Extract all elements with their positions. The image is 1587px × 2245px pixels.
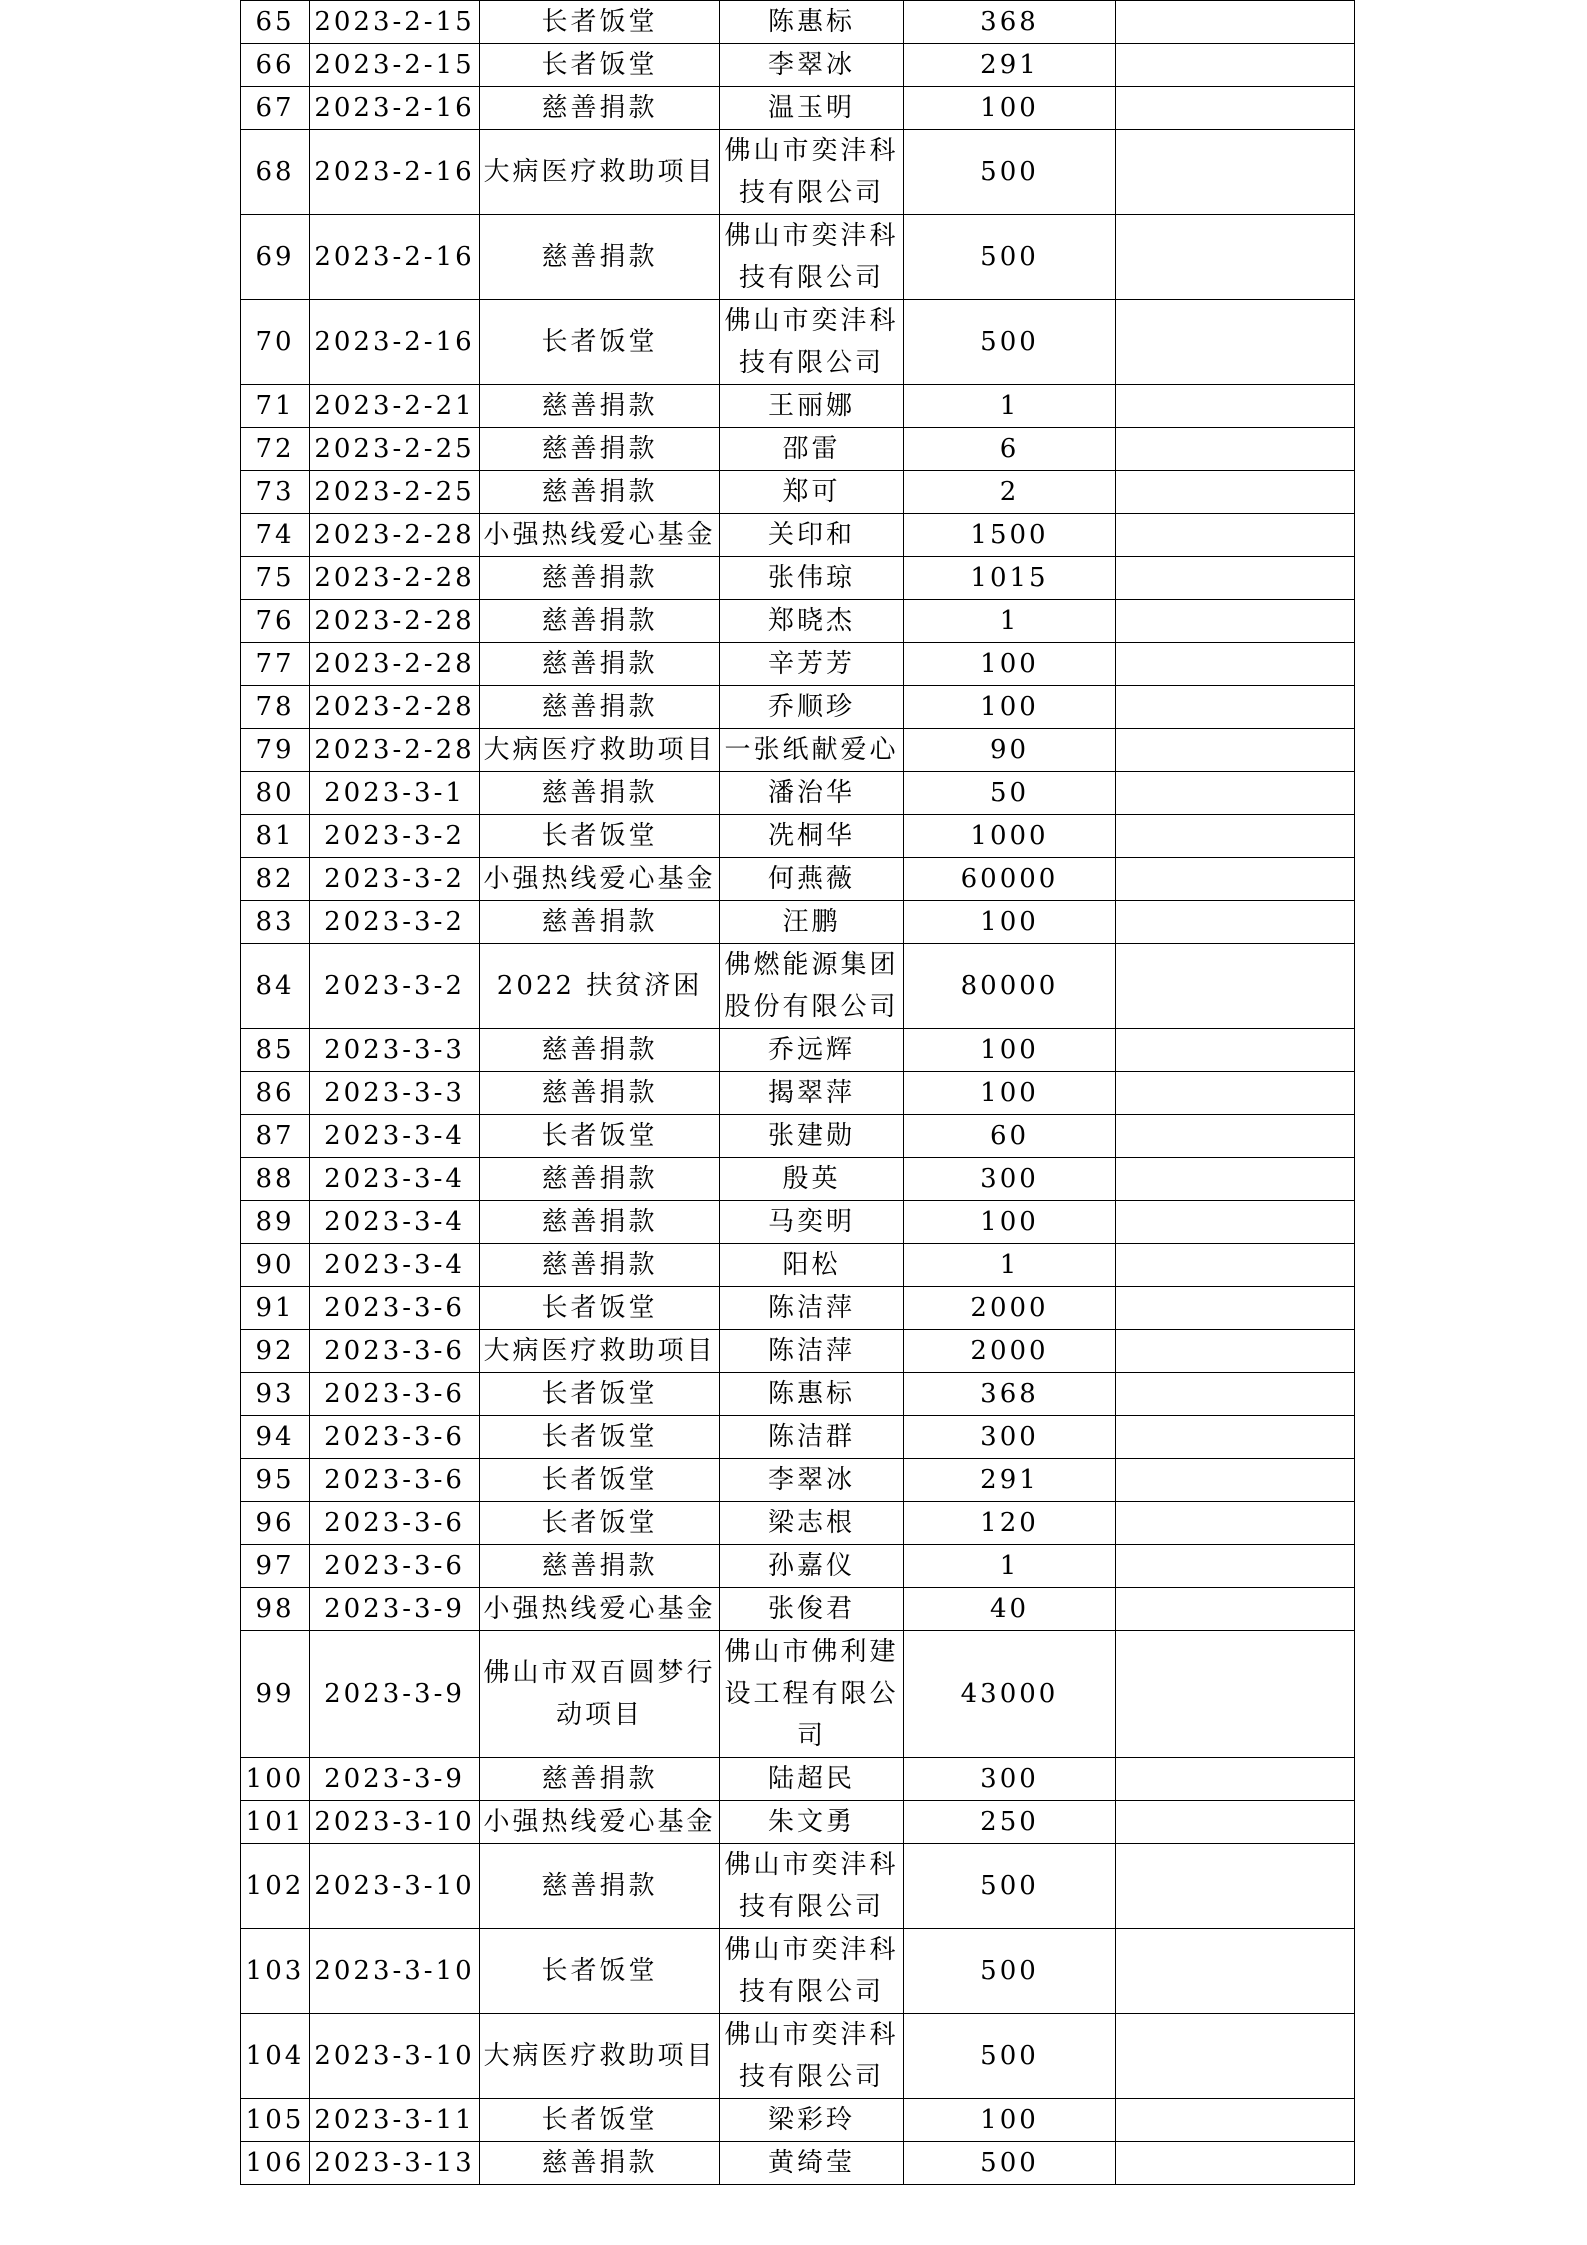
cell-date: 2023-3-4: [310, 1201, 480, 1244]
cell-note: [1116, 215, 1355, 300]
cell-donor: 佛山市奕沣科技有限公司: [720, 1844, 904, 1929]
table-row: [241, 1330, 1355, 1373]
cell-index: 102: [241, 1844, 310, 1929]
cell-donor: 汪鹏: [720, 901, 904, 944]
cell-index: 89: [241, 1201, 310, 1244]
cell-index: 88: [241, 1158, 310, 1201]
cell-date: 2023-2-28: [310, 514, 480, 557]
cell-donor: 梁彩玲: [720, 2099, 904, 2142]
cell-note: [1116, 130, 1355, 215]
cell-amount: 500: [904, 1929, 1116, 2014]
cell-project: 长者饭堂: [480, 1115, 720, 1158]
cell-index: 97: [241, 1545, 310, 1588]
donation-table: [240, 0, 1355, 2185]
cell-note: [1116, 44, 1355, 87]
cell-date: 2023-3-6: [310, 1545, 480, 1588]
cell-note: [1116, 729, 1355, 772]
cell-amount: 500: [904, 300, 1116, 385]
cell-amount: 100: [904, 87, 1116, 130]
cell-donor: 张俊君: [720, 1588, 904, 1631]
cell-date: 2023-2-16: [310, 215, 480, 300]
cell-project: 长者饭堂: [480, 1416, 720, 1459]
cell-amount: 120: [904, 1502, 1116, 1545]
cell-date: 2023-3-1: [310, 772, 480, 815]
table-row: [241, 385, 1355, 428]
table-row: [241, 1158, 1355, 1201]
cell-project: 慈善捐款: [480, 643, 720, 686]
cell-amount: 2000: [904, 1287, 1116, 1330]
table-row: [241, 686, 1355, 729]
cell-project: 小强热线爱心基金: [480, 514, 720, 557]
cell-note: [1116, 300, 1355, 385]
table-row: [241, 1373, 1355, 1416]
cell-amount: 500: [904, 2142, 1116, 2185]
cell-project: 长者饭堂: [480, 300, 720, 385]
cell-date: 2023-3-2: [310, 944, 480, 1029]
cell-date: 2023-3-6: [310, 1373, 480, 1416]
table-row: [241, 1844, 1355, 1929]
cell-donor: 佛山市奕沣科技有限公司: [720, 1929, 904, 2014]
cell-donor: 王丽娜: [720, 385, 904, 428]
cell-date: 2023-2-25: [310, 428, 480, 471]
cell-index: 74: [241, 514, 310, 557]
cell-amount: 90: [904, 729, 1116, 772]
table-row: [241, 1758, 1355, 1801]
cell-project: 慈善捐款: [480, 215, 720, 300]
cell-donor: 张伟琼: [720, 557, 904, 600]
cell-note: [1116, 1373, 1355, 1416]
cell-note: [1116, 815, 1355, 858]
cell-index: 85: [241, 1029, 310, 1072]
cell-project: 慈善捐款: [480, 428, 720, 471]
cell-date: 2023-3-3: [310, 1029, 480, 1072]
cell-donor: 潘治华: [720, 772, 904, 815]
cell-date: 2023-3-6: [310, 1459, 480, 1502]
cell-date: 2023-2-28: [310, 557, 480, 600]
cell-amount: 1015: [904, 557, 1116, 600]
cell-donor: 佛燃能源集团股份有限公司: [720, 944, 904, 1029]
cell-date: 2023-2-16: [310, 130, 480, 215]
cell-donor: 陈惠标: [720, 1, 904, 44]
table-row: [241, 1801, 1355, 1844]
cell-note: [1116, 772, 1355, 815]
table-row: [241, 1502, 1355, 1545]
cell-donor: 陈惠标: [720, 1373, 904, 1416]
cell-date: 2023-2-25: [310, 471, 480, 514]
cell-project: 2022 扶贫济困: [480, 944, 720, 1029]
cell-project: 长者饭堂: [480, 2099, 720, 2142]
cell-donor: 孙嘉仪: [720, 1545, 904, 1588]
table-row: [241, 1588, 1355, 1631]
cell-index: 94: [241, 1416, 310, 1459]
table-row: [241, 1201, 1355, 1244]
cell-donor: 阳松: [720, 1244, 904, 1287]
cell-index: 103: [241, 1929, 310, 2014]
table-body: [241, 1, 1355, 2185]
table-row: [241, 428, 1355, 471]
cell-date: 2023-3-10: [310, 1801, 480, 1844]
cell-index: 69: [241, 215, 310, 300]
cell-donor: 陆超民: [720, 1758, 904, 1801]
cell-amount: 300: [904, 1158, 1116, 1201]
cell-note: [1116, 1631, 1355, 1758]
table-row: [241, 130, 1355, 215]
cell-donor: 郑可: [720, 471, 904, 514]
cell-project: 慈善捐款: [480, 600, 720, 643]
cell-date: 2023-3-13: [310, 2142, 480, 2185]
cell-index: 93: [241, 1373, 310, 1416]
cell-project: 小强热线爱心基金: [480, 858, 720, 901]
cell-amount: 1500: [904, 514, 1116, 557]
table-row: [241, 557, 1355, 600]
cell-note: [1116, 514, 1355, 557]
cell-donor: 何燕薇: [720, 858, 904, 901]
cell-index: 80: [241, 772, 310, 815]
cell-donor: 佛山市奕沣科技有限公司: [720, 215, 904, 300]
table-row: [241, 471, 1355, 514]
cell-date: 2023-3-9: [310, 1758, 480, 1801]
cell-project: 大病医疗救助项目: [480, 729, 720, 772]
cell-date: 2023-2-28: [310, 729, 480, 772]
cell-index: 68: [241, 130, 310, 215]
cell-note: [1116, 2099, 1355, 2142]
cell-index: 66: [241, 44, 310, 87]
table-row: [241, 514, 1355, 557]
cell-date: 2023-3-11: [310, 2099, 480, 2142]
cell-note: [1116, 1330, 1355, 1373]
cell-note: [1116, 1801, 1355, 1844]
cell-index: 70: [241, 300, 310, 385]
cell-project: 慈善捐款: [480, 1029, 720, 1072]
cell-donor: 辛芳芳: [720, 643, 904, 686]
cell-index: 100: [241, 1758, 310, 1801]
table-row: [241, 600, 1355, 643]
cell-donor: 黄绮莹: [720, 2142, 904, 2185]
cell-note: [1116, 643, 1355, 686]
cell-amount: 368: [904, 1373, 1116, 1416]
cell-amount: 300: [904, 1416, 1116, 1459]
cell-note: [1116, 686, 1355, 729]
cell-donor: 李翠冰: [720, 1459, 904, 1502]
cell-amount: 40: [904, 1588, 1116, 1631]
cell-date: 2023-2-21: [310, 385, 480, 428]
cell-note: [1116, 471, 1355, 514]
table-row: [241, 2099, 1355, 2142]
cell-amount: 1000: [904, 815, 1116, 858]
cell-project: 小强热线爱心基金: [480, 1801, 720, 1844]
cell-donor: 冼桐华: [720, 815, 904, 858]
cell-index: 96: [241, 1502, 310, 1545]
cell-note: [1116, 1545, 1355, 1588]
table-row: [241, 1029, 1355, 1072]
cell-date: 2023-3-10: [310, 1929, 480, 2014]
cell-date: 2023-2-28: [310, 643, 480, 686]
cell-note: [1116, 385, 1355, 428]
table-row: [241, 772, 1355, 815]
cell-date: 2023-3-4: [310, 1115, 480, 1158]
cell-project: 慈善捐款: [480, 2142, 720, 2185]
cell-project: 大病医疗救助项目: [480, 2014, 720, 2099]
cell-project: 慈善捐款: [480, 385, 720, 428]
cell-note: [1116, 1158, 1355, 1201]
cell-date: 2023-3-6: [310, 1287, 480, 1330]
table-row: [241, 815, 1355, 858]
cell-amount: 500: [904, 1844, 1116, 1929]
table-row: [241, 300, 1355, 385]
cell-donor: 张建勋: [720, 1115, 904, 1158]
cell-project: 慈善捐款: [480, 1072, 720, 1115]
cell-index: 95: [241, 1459, 310, 1502]
cell-date: 2023-3-10: [310, 2014, 480, 2099]
cell-amount: 60: [904, 1115, 1116, 1158]
cell-note: [1116, 1072, 1355, 1115]
cell-note: [1116, 600, 1355, 643]
cell-note: [1116, 901, 1355, 944]
cell-index: 75: [241, 557, 310, 600]
cell-date: 2023-2-16: [310, 87, 480, 130]
cell-note: [1116, 87, 1355, 130]
cell-note: [1116, 1, 1355, 44]
cell-index: 71: [241, 385, 310, 428]
cell-amount: 43000: [904, 1631, 1116, 1758]
cell-note: [1116, 1844, 1355, 1929]
table-row: [241, 1416, 1355, 1459]
cell-donor: 陈洁萍: [720, 1287, 904, 1330]
cell-project: 长者饭堂: [480, 1459, 720, 1502]
cell-project: 佛山市双百圆梦行动项目: [480, 1631, 720, 1758]
cell-date: 2023-3-2: [310, 901, 480, 944]
cell-date: 2023-3-9: [310, 1588, 480, 1631]
cell-amount: 300: [904, 1758, 1116, 1801]
table-row: [241, 858, 1355, 901]
cell-date: 2023-3-6: [310, 1416, 480, 1459]
cell-donor: 乔远辉: [720, 1029, 904, 1072]
cell-index: 105: [241, 2099, 310, 2142]
cell-note: [1116, 1588, 1355, 1631]
cell-amount: 1: [904, 600, 1116, 643]
cell-index: 91: [241, 1287, 310, 1330]
cell-donor: 梁志根: [720, 1502, 904, 1545]
cell-note: [1116, 1244, 1355, 1287]
table-row: [241, 901, 1355, 944]
cell-donor: 马奕明: [720, 1201, 904, 1244]
cell-project: 慈善捐款: [480, 1201, 720, 1244]
table-row: [241, 1459, 1355, 1502]
cell-project: 长者饭堂: [480, 815, 720, 858]
cell-index: 87: [241, 1115, 310, 1158]
cell-donor: 温玉明: [720, 87, 904, 130]
cell-date: 2023-2-16: [310, 300, 480, 385]
cell-amount: 2: [904, 471, 1116, 514]
cell-donor: 佛山市奕沣科技有限公司: [720, 300, 904, 385]
cell-note: [1116, 1115, 1355, 1158]
cell-amount: 50: [904, 772, 1116, 815]
cell-note: [1116, 1758, 1355, 1801]
cell-index: 106: [241, 2142, 310, 2185]
cell-index: 65: [241, 1, 310, 44]
cell-date: 2023-2-28: [310, 600, 480, 643]
cell-project: 长者饭堂: [480, 44, 720, 87]
cell-note: [1116, 2014, 1355, 2099]
table-row: [241, 1, 1355, 44]
cell-note: [1116, 1502, 1355, 1545]
table-row: [241, 1115, 1355, 1158]
table-row: [241, 1631, 1355, 1758]
table-row: [241, 44, 1355, 87]
cell-index: 79: [241, 729, 310, 772]
cell-amount: 1: [904, 1244, 1116, 1287]
cell-date: 2023-3-2: [310, 858, 480, 901]
cell-donor: 陈洁萍: [720, 1330, 904, 1373]
cell-index: 104: [241, 2014, 310, 2099]
cell-date: 2023-2-15: [310, 1, 480, 44]
table-row: [241, 215, 1355, 300]
cell-index: 86: [241, 1072, 310, 1115]
cell-project: 慈善捐款: [480, 686, 720, 729]
cell-amount: 2000: [904, 1330, 1116, 1373]
cell-date: 2023-3-10: [310, 1844, 480, 1929]
cell-note: [1116, 2142, 1355, 2185]
cell-note: [1116, 1201, 1355, 1244]
cell-amount: 368: [904, 1, 1116, 44]
cell-note: [1116, 944, 1355, 1029]
cell-project: 慈善捐款: [480, 1244, 720, 1287]
cell-note: [1116, 1416, 1355, 1459]
cell-project: 小强热线爱心基金: [480, 1588, 720, 1631]
cell-project: 慈善捐款: [480, 772, 720, 815]
cell-project: 慈善捐款: [480, 1158, 720, 1201]
table-row: [241, 729, 1355, 772]
cell-donor: 李翠冰: [720, 44, 904, 87]
cell-index: 72: [241, 428, 310, 471]
cell-project: 慈善捐款: [480, 1844, 720, 1929]
cell-index: 99: [241, 1631, 310, 1758]
cell-note: [1116, 1287, 1355, 1330]
cell-date: 2023-3-6: [310, 1330, 480, 1373]
cell-project: 慈善捐款: [480, 901, 720, 944]
cell-index: 78: [241, 686, 310, 729]
cell-date: 2023-2-28: [310, 686, 480, 729]
cell-project: 长者饭堂: [480, 1, 720, 44]
cell-index: 82: [241, 858, 310, 901]
cell-project: 长者饭堂: [480, 1502, 720, 1545]
cell-date: 2023-3-6: [310, 1502, 480, 1545]
cell-amount: 250: [904, 1801, 1116, 1844]
cell-project: 慈善捐款: [480, 87, 720, 130]
cell-donor: 揭翠萍: [720, 1072, 904, 1115]
table-row: [241, 1545, 1355, 1588]
cell-amount: 100: [904, 901, 1116, 944]
cell-index: 90: [241, 1244, 310, 1287]
cell-amount: 100: [904, 643, 1116, 686]
cell-donor: 朱文勇: [720, 1801, 904, 1844]
cell-donor: 殷英: [720, 1158, 904, 1201]
cell-note: [1116, 428, 1355, 471]
cell-amount: 80000: [904, 944, 1116, 1029]
cell-donor: 一张纸献爱心: [720, 729, 904, 772]
cell-index: 73: [241, 471, 310, 514]
table-row: [241, 643, 1355, 686]
cell-note: [1116, 858, 1355, 901]
cell-project: 长者饭堂: [480, 1929, 720, 2014]
cell-date: 2023-3-4: [310, 1244, 480, 1287]
cell-index: 76: [241, 600, 310, 643]
cell-amount: 100: [904, 1072, 1116, 1115]
cell-date: 2023-3-2: [310, 815, 480, 858]
cell-index: 77: [241, 643, 310, 686]
cell-project: 慈善捐款: [480, 1758, 720, 1801]
cell-index: 84: [241, 944, 310, 1029]
table-row: [241, 87, 1355, 130]
table-row: [241, 2142, 1355, 2185]
cell-project: 长者饭堂: [480, 1287, 720, 1330]
cell-index: 98: [241, 1588, 310, 1631]
cell-index: 92: [241, 1330, 310, 1373]
cell-amount: 291: [904, 44, 1116, 87]
cell-date: 2023-3-9: [310, 1631, 480, 1758]
cell-amount: 100: [904, 686, 1116, 729]
cell-amount: 500: [904, 215, 1116, 300]
cell-amount: 500: [904, 2014, 1116, 2099]
table-row: [241, 1287, 1355, 1330]
table-row: [241, 944, 1355, 1029]
cell-amount: 291: [904, 1459, 1116, 1502]
cell-donor: 佛山市奕沣科技有限公司: [720, 130, 904, 215]
cell-donor: 关印和: [720, 514, 904, 557]
cell-donor: 佛山市佛利建设工程有限公司: [720, 1631, 904, 1758]
cell-amount: 100: [904, 1029, 1116, 1072]
cell-note: [1116, 557, 1355, 600]
table-row: [241, 1072, 1355, 1115]
cell-date: 2023-2-15: [310, 44, 480, 87]
cell-index: 81: [241, 815, 310, 858]
cell-project: 大病医疗救助项目: [480, 1330, 720, 1373]
cell-index: 67: [241, 87, 310, 130]
table-row: [241, 1929, 1355, 2014]
cell-donor: 郑晓杰: [720, 600, 904, 643]
cell-donor: 邵雷: [720, 428, 904, 471]
cell-project: 慈善捐款: [480, 557, 720, 600]
cell-donor: 乔顺珍: [720, 686, 904, 729]
cell-donor: 陈洁群: [720, 1416, 904, 1459]
cell-project: 慈善捐款: [480, 471, 720, 514]
cell-note: [1116, 1029, 1355, 1072]
table-row: [241, 1244, 1355, 1287]
cell-date: 2023-3-3: [310, 1072, 480, 1115]
cell-note: [1116, 1459, 1355, 1502]
cell-index: 83: [241, 901, 310, 944]
cell-donor: 佛山市奕沣科技有限公司: [720, 2014, 904, 2099]
cell-amount: 1: [904, 385, 1116, 428]
cell-amount: 100: [904, 1201, 1116, 1244]
cell-amount: 60000: [904, 858, 1116, 901]
cell-amount: 6: [904, 428, 1116, 471]
cell-date: 2023-3-4: [310, 1158, 480, 1201]
cell-note: [1116, 1929, 1355, 2014]
cell-amount: 100: [904, 2099, 1116, 2142]
cell-index: 101: [241, 1801, 310, 1844]
cell-amount: 1: [904, 1545, 1116, 1588]
cell-project: 长者饭堂: [480, 1373, 720, 1416]
cell-amount: 500: [904, 130, 1116, 215]
cell-project: 慈善捐款: [480, 1545, 720, 1588]
cell-project: 大病医疗救助项目: [480, 130, 720, 215]
table-row: [241, 2014, 1355, 2099]
